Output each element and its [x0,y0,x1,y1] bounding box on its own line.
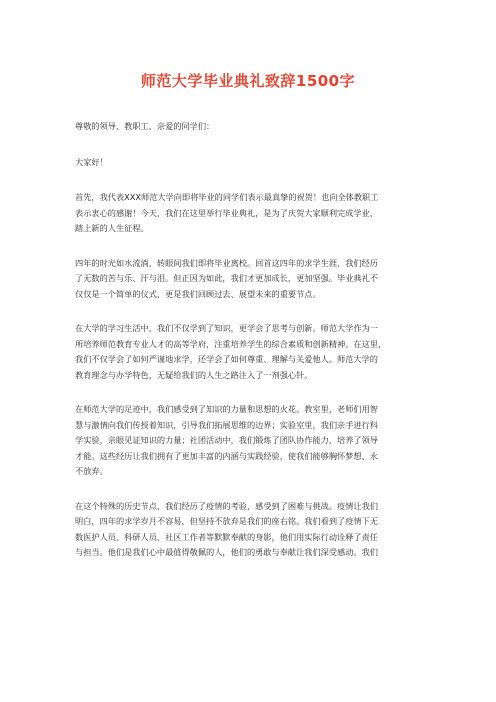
paragraph-line: 慧与激情向我们传授着知识，引导我们拓展思维的边界；实验室里，我们亲手进行科 [75,419,378,430]
salutation: 尊敬的领导、教职工、亲爱的同学们： [75,121,215,131]
paragraph-line: 才能。这些经历让我们拥有了更加丰富的内涵与实践经验，使我们能够胸怀梦想、永 [75,450,378,461]
paragraph-line: 了无数的苦与乐、汗与泪。但正因为如此，我们才更加成长，更加坚强。毕业典礼不 [75,273,378,283]
paragraph-line: 学实验，亲眼见证知识的力量；社团活动中，我们锻炼了团队协作能力，培养了领导 [75,435,378,445]
paragraph-line: 与担当。他们是我们心中最值得敬佩的人，他们的勇敢与奉献让我们深受感动。我们 [75,547,378,557]
paragraph-line: 数医护人员、科研人员、社区工作者等默默奉献的身影，他们用实际行动诠释了责任 [75,531,378,542]
paragraph-5 [75,499,427,561]
paragraph-line: 表示衷心的感谢！今天，我们在这里举行毕业典礼，是为了庆贺大家顺利完成学业， [75,207,378,218]
paragraph-line: 在这个特殊的历史节点，我们经历了疫情的考验，感受到了困难与挑战。疫情让我们 [75,500,378,511]
paragraph-line: 首先，我代表XXX师范大学向即将毕业的同学们表示最真挚的祝贺！也向全体教职工 [75,192,379,202]
paragraph-3 [75,321,427,383]
paragraph-line: 明白，四年的求学岁月不容易，但坚持不放弃是我们的座右铭。我们看到了疫情下无 [75,516,378,526]
paragraph-line: 在大学的学习生活中，我们不仅学到了知识，更学会了思考与创新。师范大学作为一 [75,323,378,333]
paragraph-line: 不放弃。 [75,466,108,476]
paragraph-line: 在师范大学的足迹中，我们感受到了知识的力量和思想的火花。教室里，老师们用智 [75,404,378,414]
paragraph-line: 踏上新的人生征程。 [75,223,149,233]
document-title: 师范大学毕业典礼致辞1500字 [140,72,356,90]
paragraph-line: 教育理念与办学特色，无疑给我们的人生之路注入了一剂强心针。 [75,369,313,380]
paragraph-2 [75,256,427,303]
document-body [75,119,427,561]
paragraph-line: 我们不仅学会了如何严谨地求学，还学会了如何尊重、理解与关爱他人。师范大学的 [75,354,378,364]
paragraph-line: 仅仅是一个简单的仪式，更是我们回顾过去、展望未来的重要节点。 [75,288,321,299]
paragraph-4 [75,402,427,480]
paragraph-line: 所培养师范教育专业人才的高等学府，注重培养学生的综合素质和创新精神。在这里， [75,338,387,349]
greeting: 大家好！ [75,156,108,167]
paragraph-line: 四年的时光如水流淌，转眼间我们即将毕业离校。回首这四年的求学生涯，我们经历 [75,257,378,268]
paragraph-1 [75,190,427,237]
